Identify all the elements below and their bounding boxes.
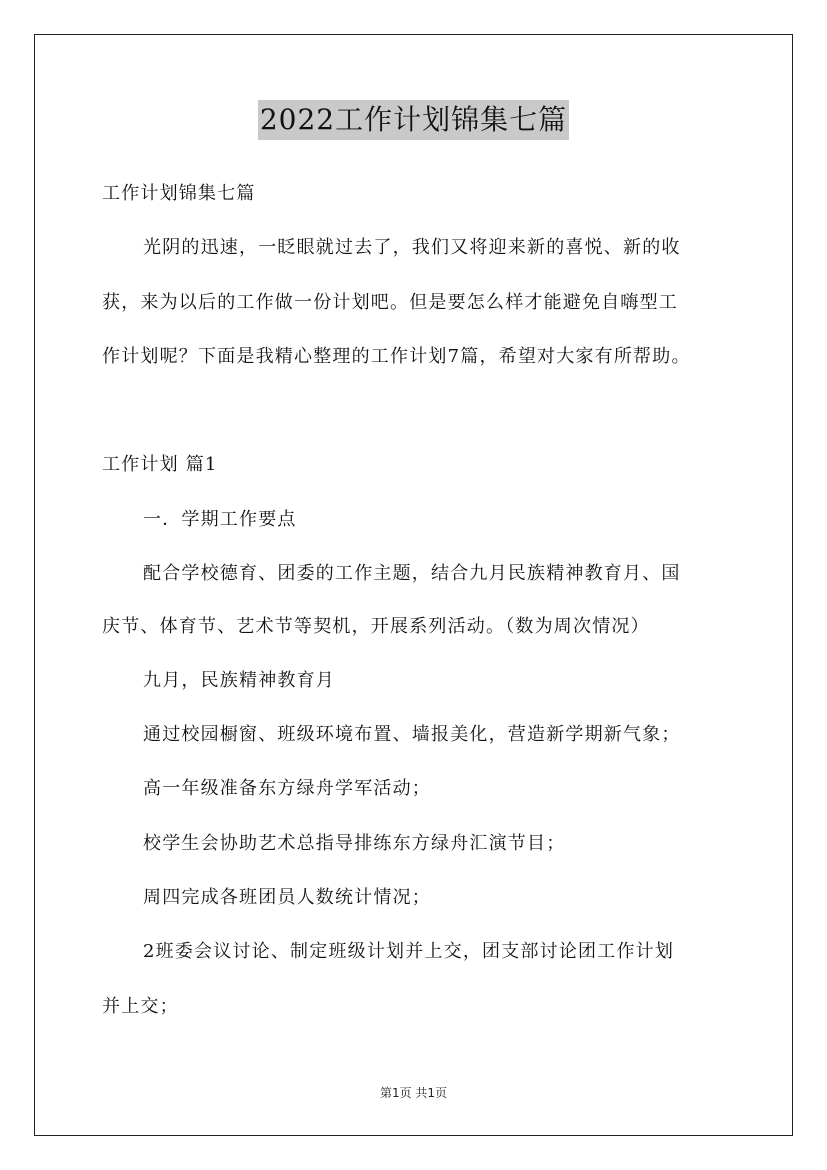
paragraph-line: 2班委会议讨论、制定班级计划并上交，团支部讨论团工作计划 <box>143 941 675 962</box>
paragraph-line: 校学生会协助艺术总指导排练东方绿舟汇演节目； <box>143 833 566 854</box>
section-heading: 工作计划 篇1 <box>102 454 218 475</box>
document-subtitle: 工作计划锦集七篇 <box>102 183 256 204</box>
title-container <box>0 100 827 140</box>
document-title: 2022工作计划锦集七篇 <box>258 100 569 140</box>
intro-line-2: 获，来为以后的工作做一份计划吧。但是要怎么样才能避免自嗨型工 <box>102 292 678 313</box>
paragraph-line: 周四完成各班团员人数统计情况； <box>143 887 431 908</box>
paragraph-line: 通过校园橱窗、班级环境布置、墙报美化，营造新学期新气象； <box>143 724 681 745</box>
paragraph-line: 一．学期工作要点 <box>143 509 297 530</box>
paragraph-line: 九月，民族精神教育月 <box>143 670 335 691</box>
paragraph-line: 并上交； <box>102 996 179 1017</box>
page-number: 第1页 共1页 <box>379 1086 448 1100</box>
paragraph-line: 高一年级准备东方绿舟学军活动； <box>143 778 431 799</box>
paragraph-line: 庆节、体育节、艺术节等契机，开展系列活动。（数为周次情况） <box>102 616 650 637</box>
intro-line-3: 作计划呢？下面是我精心整理的工作计划7篇，希望对大家有所帮助。 <box>102 346 691 367</box>
paragraph-line: 配合学校德育、团委的工作主题，结合九月民族精神教育月、国 <box>143 563 681 584</box>
intro-line-1: 光阴的迅速，一眨眼就过去了，我们又将迎来新的喜悦、新的收 <box>143 237 681 258</box>
